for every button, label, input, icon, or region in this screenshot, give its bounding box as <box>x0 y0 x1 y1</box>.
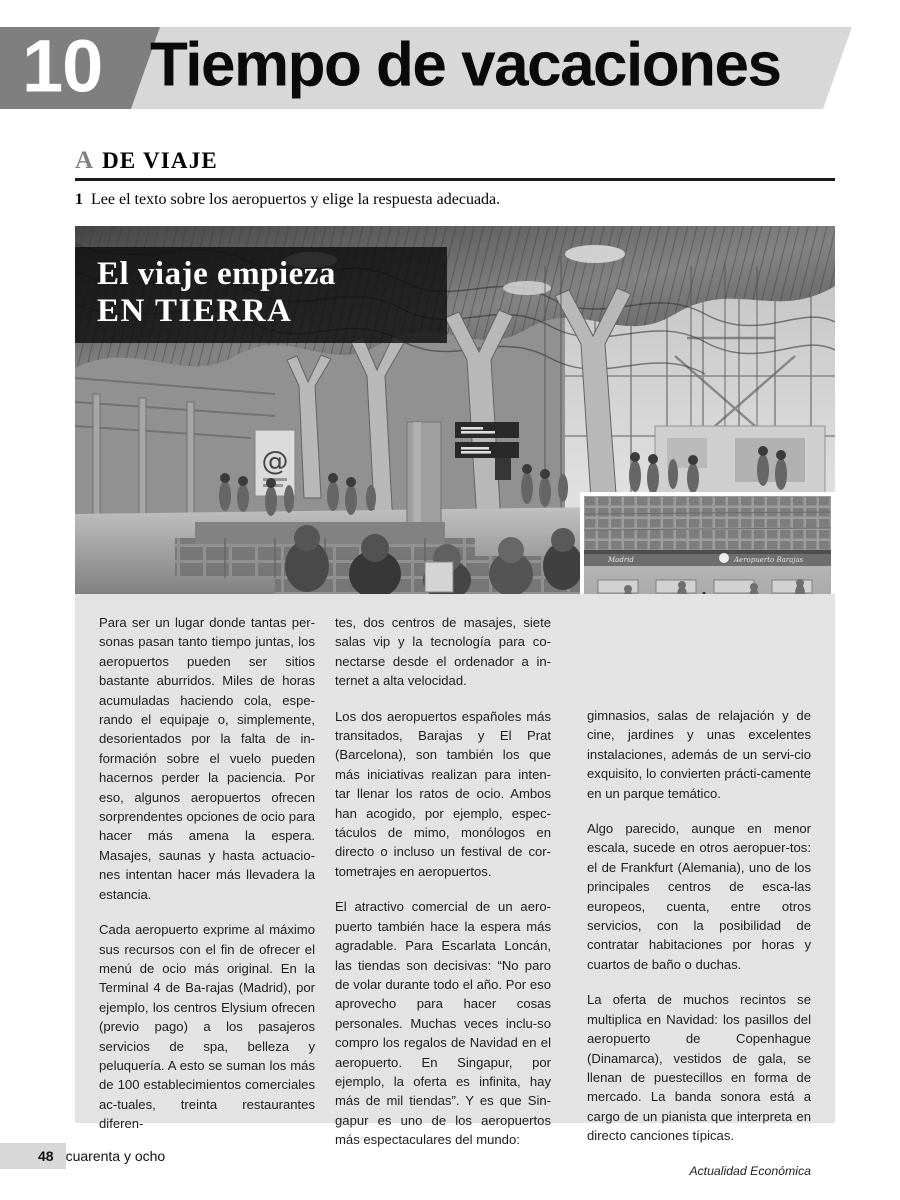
paragraph: El atractivo comercial de un aero-puerto también hace la espera más agradable. Para Escarlata Loncán, las tiendas son decisivas: “No paro de volar durante todo el año. Por eso aprovecho para hacer cosas personales. Muchas veces inclu-so compro los regalos de Navidad en el aeropuerto. En Singapur, por ejemplo, la oferta es infinita, hay más de mil tiendas”. Y es que Sin-gapur es uno de los aeropuertos más espectaculares del mundo: <box>335 899 551 1148</box>
paragraph: Algo parecido, aunque en menor escala, sucede en otros aeropuer-tos: el de Frankfurt (Alemania), uno de los principales centros de esca-las europeos, cuenta, entre otros servicios, con la posibilidad de contratar habitaciones por horas y cuartos de baño o duchas. <box>587 821 811 972</box>
svg-text:@: @ <box>261 446 289 477</box>
exercise-instruction: Lee el texto sobre los aeropuertos y elige la respuesta adecuada. <box>91 191 501 208</box>
article-headline <box>75 247 447 343</box>
section-title: DE VIAJE <box>102 148 218 173</box>
exercise-number: 1 <box>75 191 83 208</box>
page-number: 48 <box>38 1148 54 1164</box>
headline-line-2: EN TIERRA <box>97 292 293 329</box>
paragraph: Para ser un lugar donde tantas per-sonas pasan tanto tiempo juntas, los aeropuertos pueden ser sitios bastante aburridos. Miles de horas acumuladas haciendo cola, espe-rando el equipaje o, simplemente, desorientados por la falta de in-formación sobre el vuelo pueden hacernos perder la paciencia. Por eso, algunos aeropuertos ofrecen sorprendentes opciones de ocio para hacer más amena la espera. Masajes, saunas y hasta actuacio-nes intentan hacer más llevadera la estancia. <box>99 615 315 902</box>
paragraph: Cada aeropuerto exprime al máximo sus recursos con el fin de ofrecer el menú de ocio más original. En la Terminal 4 de Ba-rajas (Madrid), por ejemplo, los centros Elysium ofrecen (previo pago) a los pasajeros servicios de spa, belleza y peluquería. A esto se suman los más de 100 establecimientos comerciales ac-tuales, treinta restaurantes diferen- <box>99 922 315 1132</box>
section-divider <box>75 178 835 181</box>
exercise-1 <box>75 191 500 209</box>
article-column-1 <box>99 594 315 1150</box>
article-column-2 <box>335 594 551 1166</box>
unit-title: Tiempo de vacaciones <box>150 30 781 100</box>
page-number-word: cuarenta y ocho <box>65 1148 166 1164</box>
paragraph: Los dos aeropuertos españoles más transitados, Barajas y El Prat (Barcelona), son también los que más iniciativas realizan para inten-tar llenar los ratos de ocio. Ambos han acogido, por ejemplo, espec-táculos de mimo, monólogos en directo o incluso un festival de cor-tometrajes en aeropuertos. <box>335 708 551 879</box>
paragraph: La oferta de muchos recintos se multiplica en Navidad: los pasillos del aeropuerto de Copenhague (Dinamarca), vestidos de gala, se llenan de puestecillos en forma de mercado. La banda sonora está a cargo de un pianista que interpreta en directo canciones típicas. <box>587 992 811 1144</box>
section-heading <box>75 148 835 181</box>
paragraph: gimnasios, salas de relajación y de cine, jardines y unas excelentes instalaciones, además de un servi-cio exquisito, lo convierten prácti-camente en un parque temático. <box>587 708 811 801</box>
headline-line-1: El viaje empieza <box>97 256 336 292</box>
paragraph: tes, dos centros de masajes, siete salas vip y la tecnología para co-nectarse desde el ordenador a in-ternet a alta velocidad. <box>335 615 551 689</box>
unit-header-banner <box>0 24 852 109</box>
section-heading-row <box>75 148 835 173</box>
svg-text:Madrid: Madrid <box>608 556 634 564</box>
article-source: Actualidad Económica <box>689 1163 811 1178</box>
unit-number: 10 <box>22 24 103 108</box>
article-column-3 <box>587 594 811 1197</box>
page-footer <box>0 1143 280 1169</box>
svg-text:Aeropuerto Barajas: Aeropuerto Barajas <box>734 556 804 564</box>
footer-accent-bar <box>0 1143 66 1169</box>
section-letter: A <box>75 147 94 174</box>
